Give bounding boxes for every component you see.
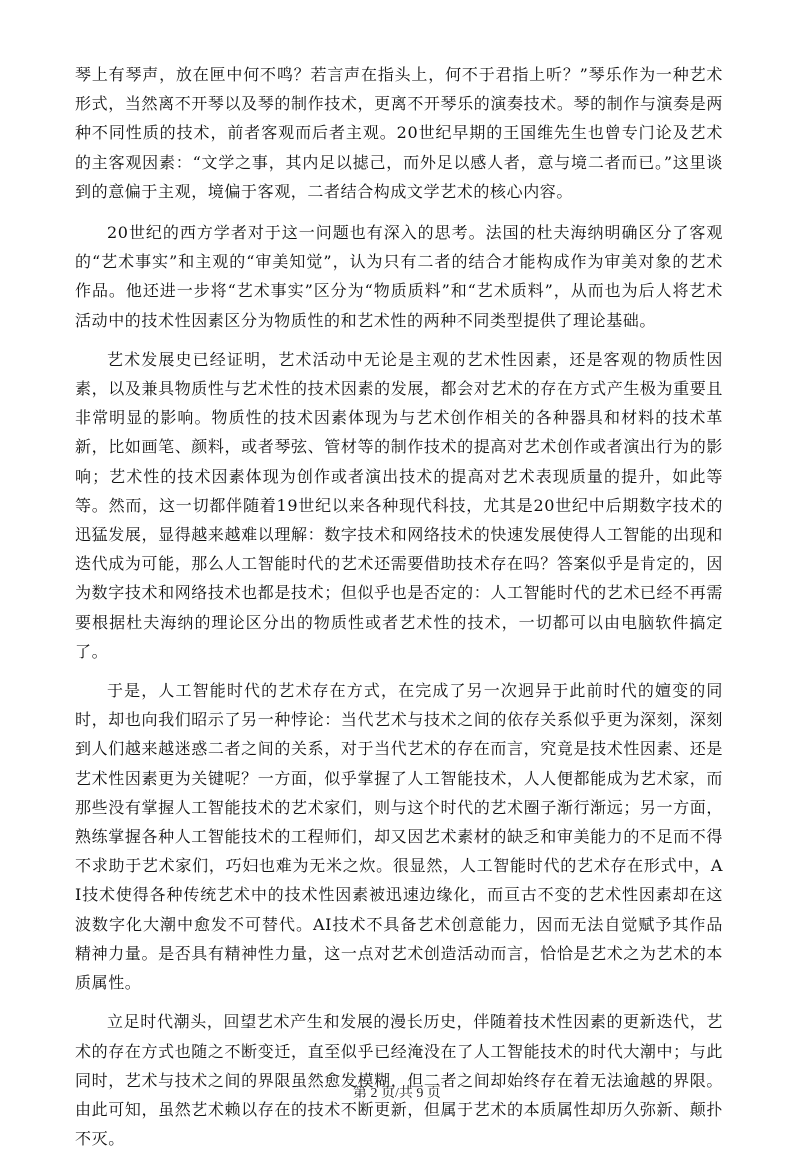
paragraph-1: 琴上有琴声，放在匣中何不鸣？若言声在指头上，何不于君指上听？”琴乐作为一种艺术形式，当然离不开琴以及琴的制作技术，更离不开琴乐的演奏技术。琴的制作与演奏是两种不同性质的技术，前者客观而后者主观。20世纪早期的王国维先生也曾专门论及艺术的主客观因素：“文学之事，其内足以摅己，而外足以感人者，意与境二者而已。”这里谈到的意偏于主观，境偏于客观，二者结合构成文学艺术的核心内容。 — [75, 65, 723, 201]
paragraph-2: 20世纪的西方学者对于这一问题也有深入的思考。法国的杜夫海纳明确区分了客观的“艺术事实”和主观的“审美知觉”，认为只有二者的结合才能构成作为审美对象的艺术作品。他还进一步将“艺术事实”区分为“物质质料”和“艺术质料”，从而也为后人将艺术活动中的技术性因素区分为物质性的和艺术性的两种不同类型提供了理论基础。 — [75, 223, 723, 330]
paragraph-4: 于是，人工智能时代的艺术存在方式，在完成了另一次迥异于此前时代的嬗变的同时，却也向我们昭示了另一种悖论：当代艺术与技术之间的依存关系似乎更为深刻，深刻到人们越来越迷惑二者之间的关系，对于当代艺术的存在而言，究竟是技术性因素、还是艺术性因素更为关键呢？一方面，似乎掌握了人工智能技术，人人便都能成为艺术家，而那些没有掌握人工智能技术的艺术家们，则与这个时代的艺术圈子渐行渐远；另一方面，熟练掌握各种人工智能技术的工程师们，却又因艺术素材的缺乏和审美能力的不足而不得不求助于艺术家们，巧妇也难为无米之炊。很显然，人工智能时代的艺术存在形式中，AI技术使得各种传统艺术中的技术性因素被迅速边缘化，而亘古不变的艺术性因素却在这波数字化大潮中愈发不可替代。AI技术不具备艺术创意能力，因而无法自觉赋予其作品精神力量。是否具有精神性力量，这一点对艺术创造活动而言，恰恰是艺术之为艺术的本质属性。 — [75, 681, 723, 993]
article-body — [75, 60, 723, 1153]
paragraph-3: 艺术发展史已经证明，艺术活动中无论是主观的艺术性因素，还是客观的物质性因素，以及兼具物质性与艺术性的技术因素的发展，都会对艺术的存在方式产生极为重要且非常明显的影响。物质性的技术因素体现为与艺术创作相关的各种器具和材料的技术革新，比如画笔、颜料，或者琴弦、管材等的制作技术的提高对艺术创作或者演出行为的影响；艺术性的技术因素体现为创作或者演出技术的提高对艺术表现质量的提升，如此等等。然而，这一切都伴随着19世纪以来各种现代科技，尤其是20世纪中后期数字技术的迅猛发展，显得越来越难以理解：数字技术和网络技术的快速发展使得人工智能的出现和迭代成为可能，那么人工智能时代的艺术还需要借助技术存在吗？答案似乎是肯定的，因为数字技术和网络技术也都是技术；但似乎也是否定的：人工智能时代的艺术已经不再需要根据杜夫海纳的理论区分出的物质性或者艺术性的技术，一切都可以由电脑软件搞定了。 — [75, 349, 723, 661]
page-number-footer: 第 2 页/共 9 页 — [353, 1086, 441, 1101]
paragraph-5: 立足时代潮头，回望艺术产生和发展的漫长历史，伴随着技术性因素的更新迭代，艺术的存在方式也随之不断变迁，直至似乎已经淹没在了人工智能技术的时代大潮中；与此同时，艺术与技术之间的界限虽然愈发模糊，但二者之间却始终存在着无法逾越的界限。由此可知，虽然艺术赖以存在的技术不断更新，但属于艺术的本质属性却历久弥新、颠扑不灭。 — [75, 1012, 723, 1149]
